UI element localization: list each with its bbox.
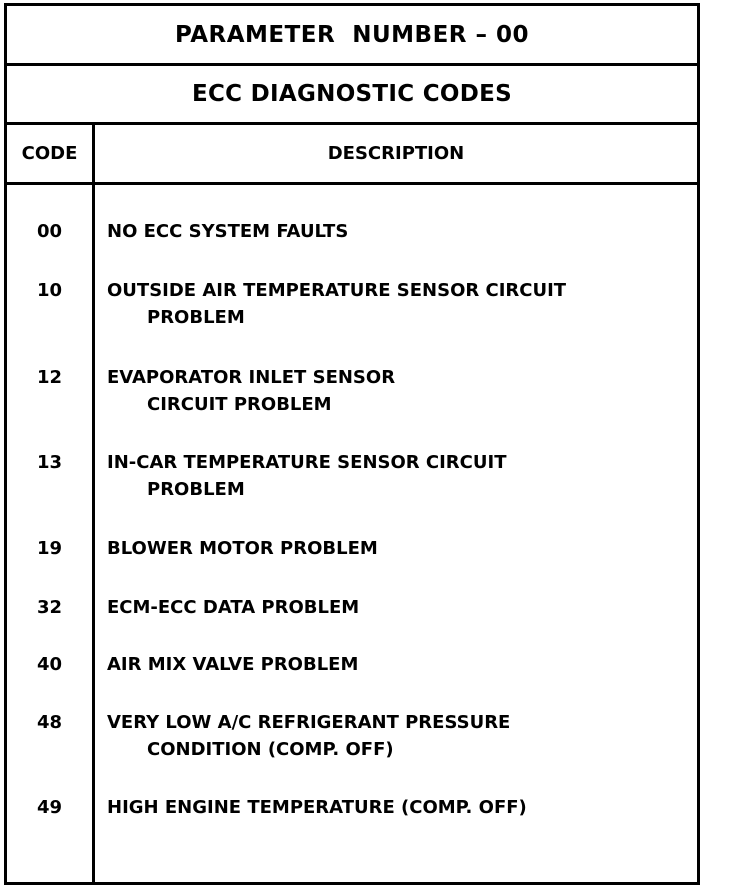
row-description-line: HIGH ENGINE TEMPERATURE (COMP. OFF) xyxy=(107,797,527,818)
page-title: PARAMETER NUMBER – 00 xyxy=(7,6,697,66)
column-header-code: CODE xyxy=(21,143,78,164)
row-code: 32 xyxy=(36,597,63,618)
row-description-line: NO ECC SYSTEM FAULTS xyxy=(107,221,349,242)
row-description-continuation: PROBLEM xyxy=(147,307,245,328)
row-description xyxy=(107,794,687,821)
row-description-continuation: PROBLEM xyxy=(147,479,245,500)
row-description-continuation: CONDITION (COMP. OFF) xyxy=(147,739,394,760)
row-description xyxy=(107,449,687,503)
row-description-line: AIR MIX VALVE PROBLEM xyxy=(107,654,359,675)
diagnostic-code-table xyxy=(4,3,700,885)
row-code: 48 xyxy=(36,712,63,733)
column-divider xyxy=(92,125,95,882)
row-code: 12 xyxy=(36,367,63,388)
row-code: 13 xyxy=(36,452,63,473)
table-subtitle: ECC DIAGNOSTIC CODES xyxy=(7,66,697,125)
row-description-line: IN-CAR TEMPERATURE SENSOR CIRCUIT xyxy=(107,452,507,473)
row-description xyxy=(107,709,687,763)
row-code: 10 xyxy=(36,280,63,301)
row-code: 00 xyxy=(36,221,63,242)
row-description xyxy=(107,364,687,418)
row-description-continuation: CIRCUIT PROBLEM xyxy=(147,394,332,415)
row-description-line: ECM-ECC DATA PROBLEM xyxy=(107,597,360,618)
row-code: 19 xyxy=(36,538,63,559)
row-description-line: EVAPORATOR INLET SENSOR xyxy=(107,367,396,388)
row-description-line: BLOWER MOTOR PROBLEM xyxy=(107,538,378,559)
column-header-description: DESCRIPTION xyxy=(327,143,465,164)
row-description xyxy=(107,651,687,678)
row-description xyxy=(107,535,687,562)
row-description-line: OUTSIDE AIR TEMPERATURE SENSOR CIRCUIT xyxy=(107,280,567,301)
row-code: 49 xyxy=(36,797,63,818)
row-description xyxy=(107,218,687,245)
table-header xyxy=(7,125,697,185)
row-description xyxy=(107,594,687,621)
row-description-line: VERY LOW A/C REFRIGERANT PRESSURE xyxy=(107,712,511,733)
row-description xyxy=(107,277,687,331)
row-code: 40 xyxy=(36,654,63,675)
